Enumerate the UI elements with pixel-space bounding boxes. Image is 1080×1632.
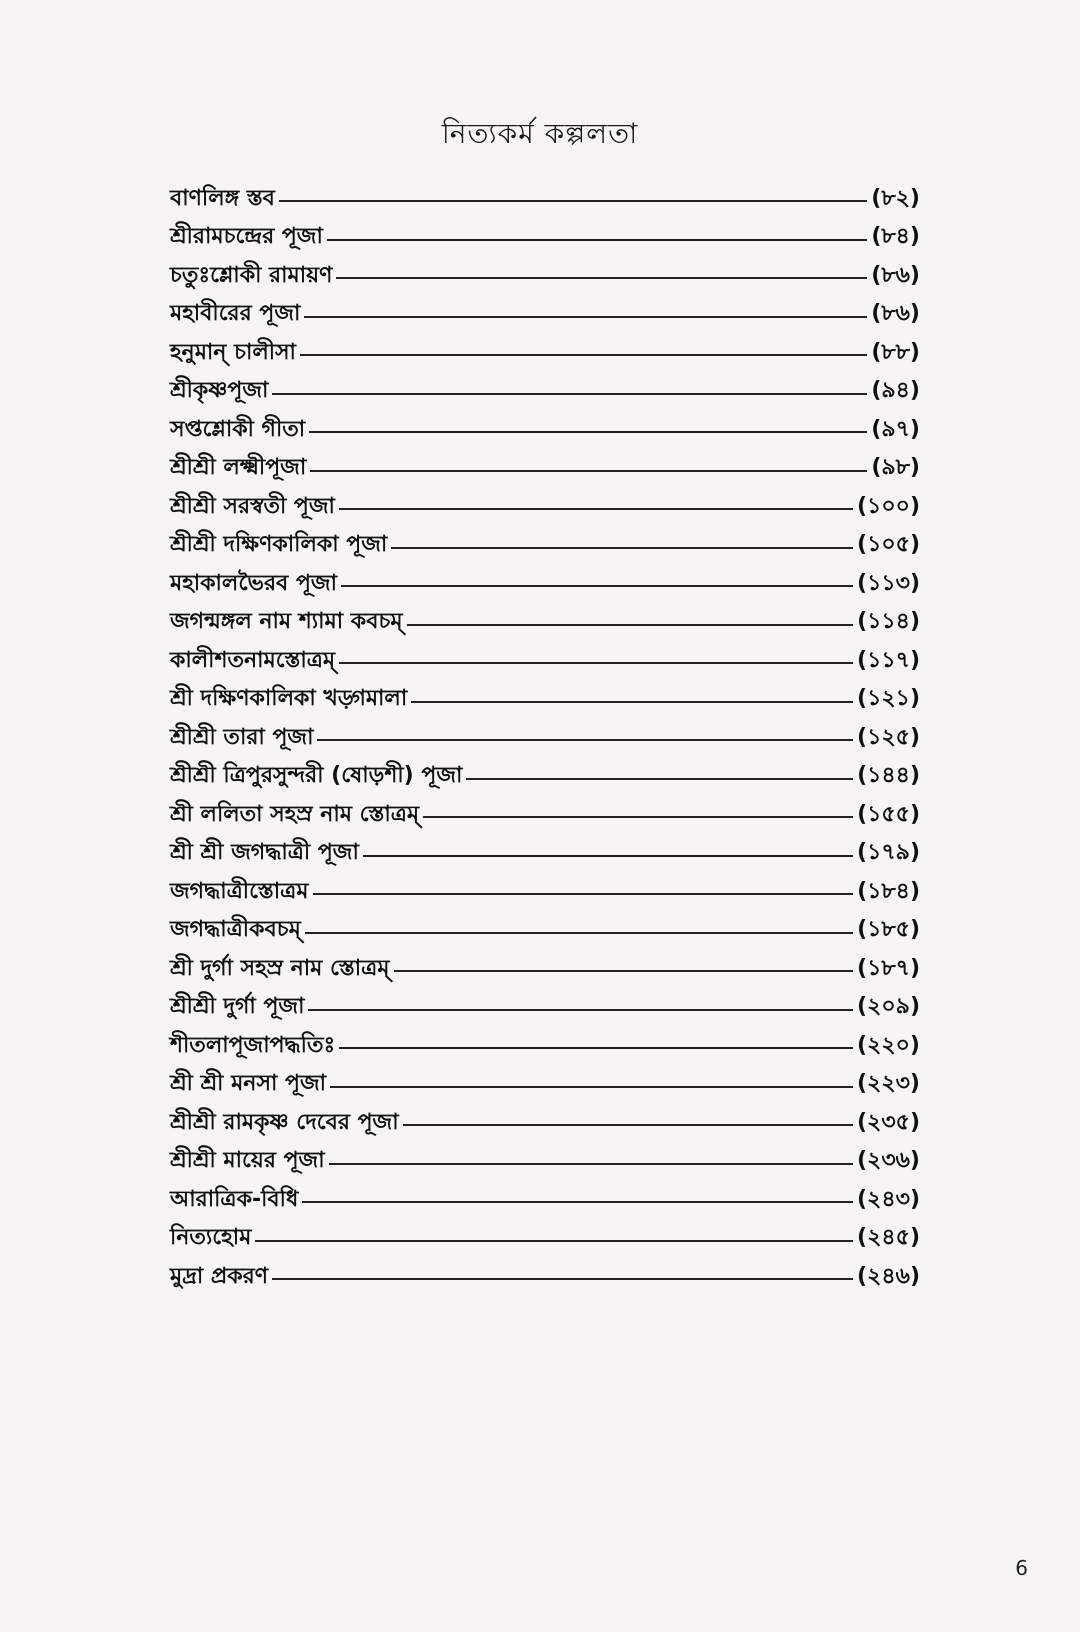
toc-entry-page: (২৩৫) <box>857 1109 920 1135</box>
toc-entry-page: (৮৬) <box>871 301 920 327</box>
toc-entry-title: মুদ্রা প্রকরণ <box>170 1263 269 1289</box>
toc-entry <box>170 1143 920 1182</box>
toc-entry-page: (১৮৪) <box>857 878 920 904</box>
toc-entry-title: শ্রীরামচন্দ্রের পূজা <box>170 224 323 250</box>
toc-entry-page: (১৪৪) <box>857 763 920 789</box>
toc-leader-line <box>304 316 867 318</box>
toc-entry-title: শীতলাপূজাপদ্ধতিঃ <box>170 1032 336 1058</box>
toc-leader-line <box>309 431 867 433</box>
page-title: নিত্যকর্ম কল্পলতা <box>441 117 639 150</box>
toc-entry <box>170 642 920 681</box>
toc-entry-title: হনুমান্ চালীসা <box>170 339 296 365</box>
toc-entry-page: (১১৪) <box>857 609 920 635</box>
toc-leader-line <box>310 470 867 472</box>
toc-entry-title: শ্রী শ্রী জগদ্ধাত্রী পূজা <box>170 840 359 866</box>
toc-entry-page: (১০০) <box>857 493 920 519</box>
toc-entry-page: (১২১) <box>857 686 920 712</box>
toc-leader-line <box>308 1009 853 1011</box>
toc-entry <box>170 180 920 219</box>
toc-entry <box>170 527 920 566</box>
toc-entry <box>170 565 920 604</box>
toc-entry <box>170 219 920 258</box>
toc-leader-line <box>300 354 867 356</box>
toc-entry-title: শ্রীশ্রী মায়ের পূজা <box>170 1148 325 1174</box>
toc-entry-title: সপ্তশ্লোকী গীতা <box>170 416 306 442</box>
toc-entry-title: শ্রীকৃষ্ণপূজা <box>170 378 269 404</box>
toc-leader-line <box>313 893 854 895</box>
toc-entry-title: কালীশতনামস্তোত্রম্ <box>170 647 336 673</box>
toc-leader-line <box>329 1163 853 1165</box>
toc-entry-title: জগদ্ধাত্রীকবচম্ <box>170 917 301 943</box>
toc-entry-title: শ্রীশ্রী সরস্বতী পূজা <box>170 493 335 519</box>
toc-entry <box>170 411 920 450</box>
toc-entry <box>170 989 920 1028</box>
toc-entry-page: (২৪৩) <box>857 1186 920 1212</box>
toc-leader-line <box>394 970 854 972</box>
toc-leader-line <box>423 816 853 818</box>
toc-entry <box>170 681 920 720</box>
toc-entry <box>170 950 920 989</box>
toc-entry-page: (২৪৫) <box>857 1225 920 1251</box>
toc-entry <box>170 604 920 643</box>
toc-entry-page: (২২৩) <box>856 1071 920 1097</box>
toc-leader-line <box>339 508 853 510</box>
toc-entry-page: (৯৭) <box>871 416 920 442</box>
toc-entry-page: (১৫৫) <box>857 801 920 827</box>
toc-entry <box>170 912 920 951</box>
toc-entry <box>170 1258 920 1297</box>
toc-entry-page: (৯৮) <box>871 455 920 481</box>
toc-entry-title: চতুঃশ্লোকী রামায়ণ <box>170 262 333 288</box>
toc-leader-line <box>255 1240 853 1242</box>
toc-entry <box>170 373 920 412</box>
toc-entry <box>170 719 920 758</box>
toc-leader-line <box>272 1278 853 1280</box>
toc-entry-title: শ্রীশ্রী দুর্গা পূজা <box>170 994 305 1020</box>
toc-entry-title: জগদ্ধাত্রীস্তোত্রম <box>170 878 309 904</box>
toc-entry-page: (৮২) <box>871 185 920 211</box>
toc-entry-page: (১১৭) <box>857 647 920 673</box>
toc-entry-page: (৯৪) <box>871 378 920 404</box>
toc-entry-title: শ্রীশ্রী লক্ষ্মীপূজা <box>170 455 307 481</box>
toc-entry-title: বাণলিঙ্গ স্তব <box>170 185 275 211</box>
toc-entry-title: মহাকালভৈরব পূজা <box>170 570 337 596</box>
toc-leader-line <box>272 393 867 395</box>
toc-entry-page: (৮৮) <box>871 339 920 365</box>
toc-entry-title: শ্রীশ্রী ত্রিপুরসুন্দরী (ষোড়শী) পূজা <box>170 763 463 789</box>
toc-entry <box>170 296 920 335</box>
toc-entry-page: (১৭৯) <box>857 840 920 866</box>
toc-leader-line <box>341 585 853 587</box>
page-number: 6 <box>1015 1556 1028 1580</box>
toc-leader-line <box>403 1124 853 1126</box>
toc-entry <box>170 334 920 373</box>
toc-entry <box>170 488 920 527</box>
toc-entry <box>170 450 920 489</box>
toc-leader-line <box>302 1201 853 1203</box>
toc-leader-line <box>305 932 853 934</box>
toc-entry <box>170 1104 920 1143</box>
toc-leader-line <box>327 239 867 241</box>
toc-leader-line <box>279 200 867 202</box>
toc-entry-title: মহাবীরের পূজা <box>170 301 301 327</box>
toc-leader-line <box>466 778 853 780</box>
toc-leader-line <box>407 624 854 626</box>
toc-entry <box>170 796 920 835</box>
toc-entry-page: (২২০) <box>856 1032 920 1058</box>
toc-leader-line <box>391 547 853 549</box>
toc-entry-page: (২০৯) <box>857 994 920 1020</box>
toc-leader-line <box>411 701 853 703</box>
toc-entry-page: (১০৫) <box>857 532 920 558</box>
toc-entry-title: শ্রী শ্রী মনসা পূজা <box>170 1071 327 1097</box>
toc-entry <box>170 1220 920 1259</box>
toc-entry <box>170 835 920 874</box>
toc-entry-title: শ্রীশ্রী রামকৃষ্ণ দেবের পূজা <box>170 1109 399 1135</box>
toc-entry-title: শ্রীশ্রী তারা পূজা <box>170 724 314 750</box>
toc-entry <box>170 257 920 296</box>
toc-entry <box>170 873 920 912</box>
toc-entry <box>170 1066 920 1105</box>
toc-entry-title: শ্রী দুর্গা সহস্র নাম স্তোত্রম্ <box>170 955 390 981</box>
toc-leader-line <box>363 855 853 857</box>
toc-leader-line <box>339 1047 853 1049</box>
toc-entry-page: (১৮৭) <box>857 955 920 981</box>
toc-entry-title: শ্রী ললিতা সহস্র নাম স্তোত্রম্ <box>170 801 420 827</box>
toc-entry-title: জগন্মঙ্গল নাম শ্যামা কবচম্ <box>170 609 403 635</box>
toc-entry-page: (৮৪) <box>871 224 920 250</box>
toc-entry-page: (১৮৫) <box>857 917 920 943</box>
toc-entry-page: (১২৫) <box>857 724 920 750</box>
toc-leader-line <box>330 1086 853 1088</box>
toc-entry-page: (১১৩) <box>857 570 920 596</box>
toc-entry-title: শ্রী দক্ষিণকালিকা খড়্গমালা <box>170 686 408 712</box>
toc-entry <box>170 1181 920 1220</box>
toc-entry-page: (২৪৬) <box>857 1263 920 1289</box>
toc-entry <box>170 1027 920 1066</box>
toc-entry-title: নিত্যহোম <box>170 1225 252 1251</box>
toc-leader-line <box>317 739 853 741</box>
toc-entry-title: শ্রীশ্রী দক্ষিণকালিকা পূজা <box>170 532 388 558</box>
toc-entry-page: (২৩৬) <box>856 1148 920 1174</box>
toc-leader-line <box>336 277 867 279</box>
toc-entry-page: (৮৬) <box>871 262 920 288</box>
table-of-contents <box>170 180 920 1297</box>
toc-leader-line <box>339 662 853 664</box>
toc-entry <box>170 758 920 797</box>
toc-entry-title: আরাত্রিক-বিধি <box>170 1186 299 1212</box>
